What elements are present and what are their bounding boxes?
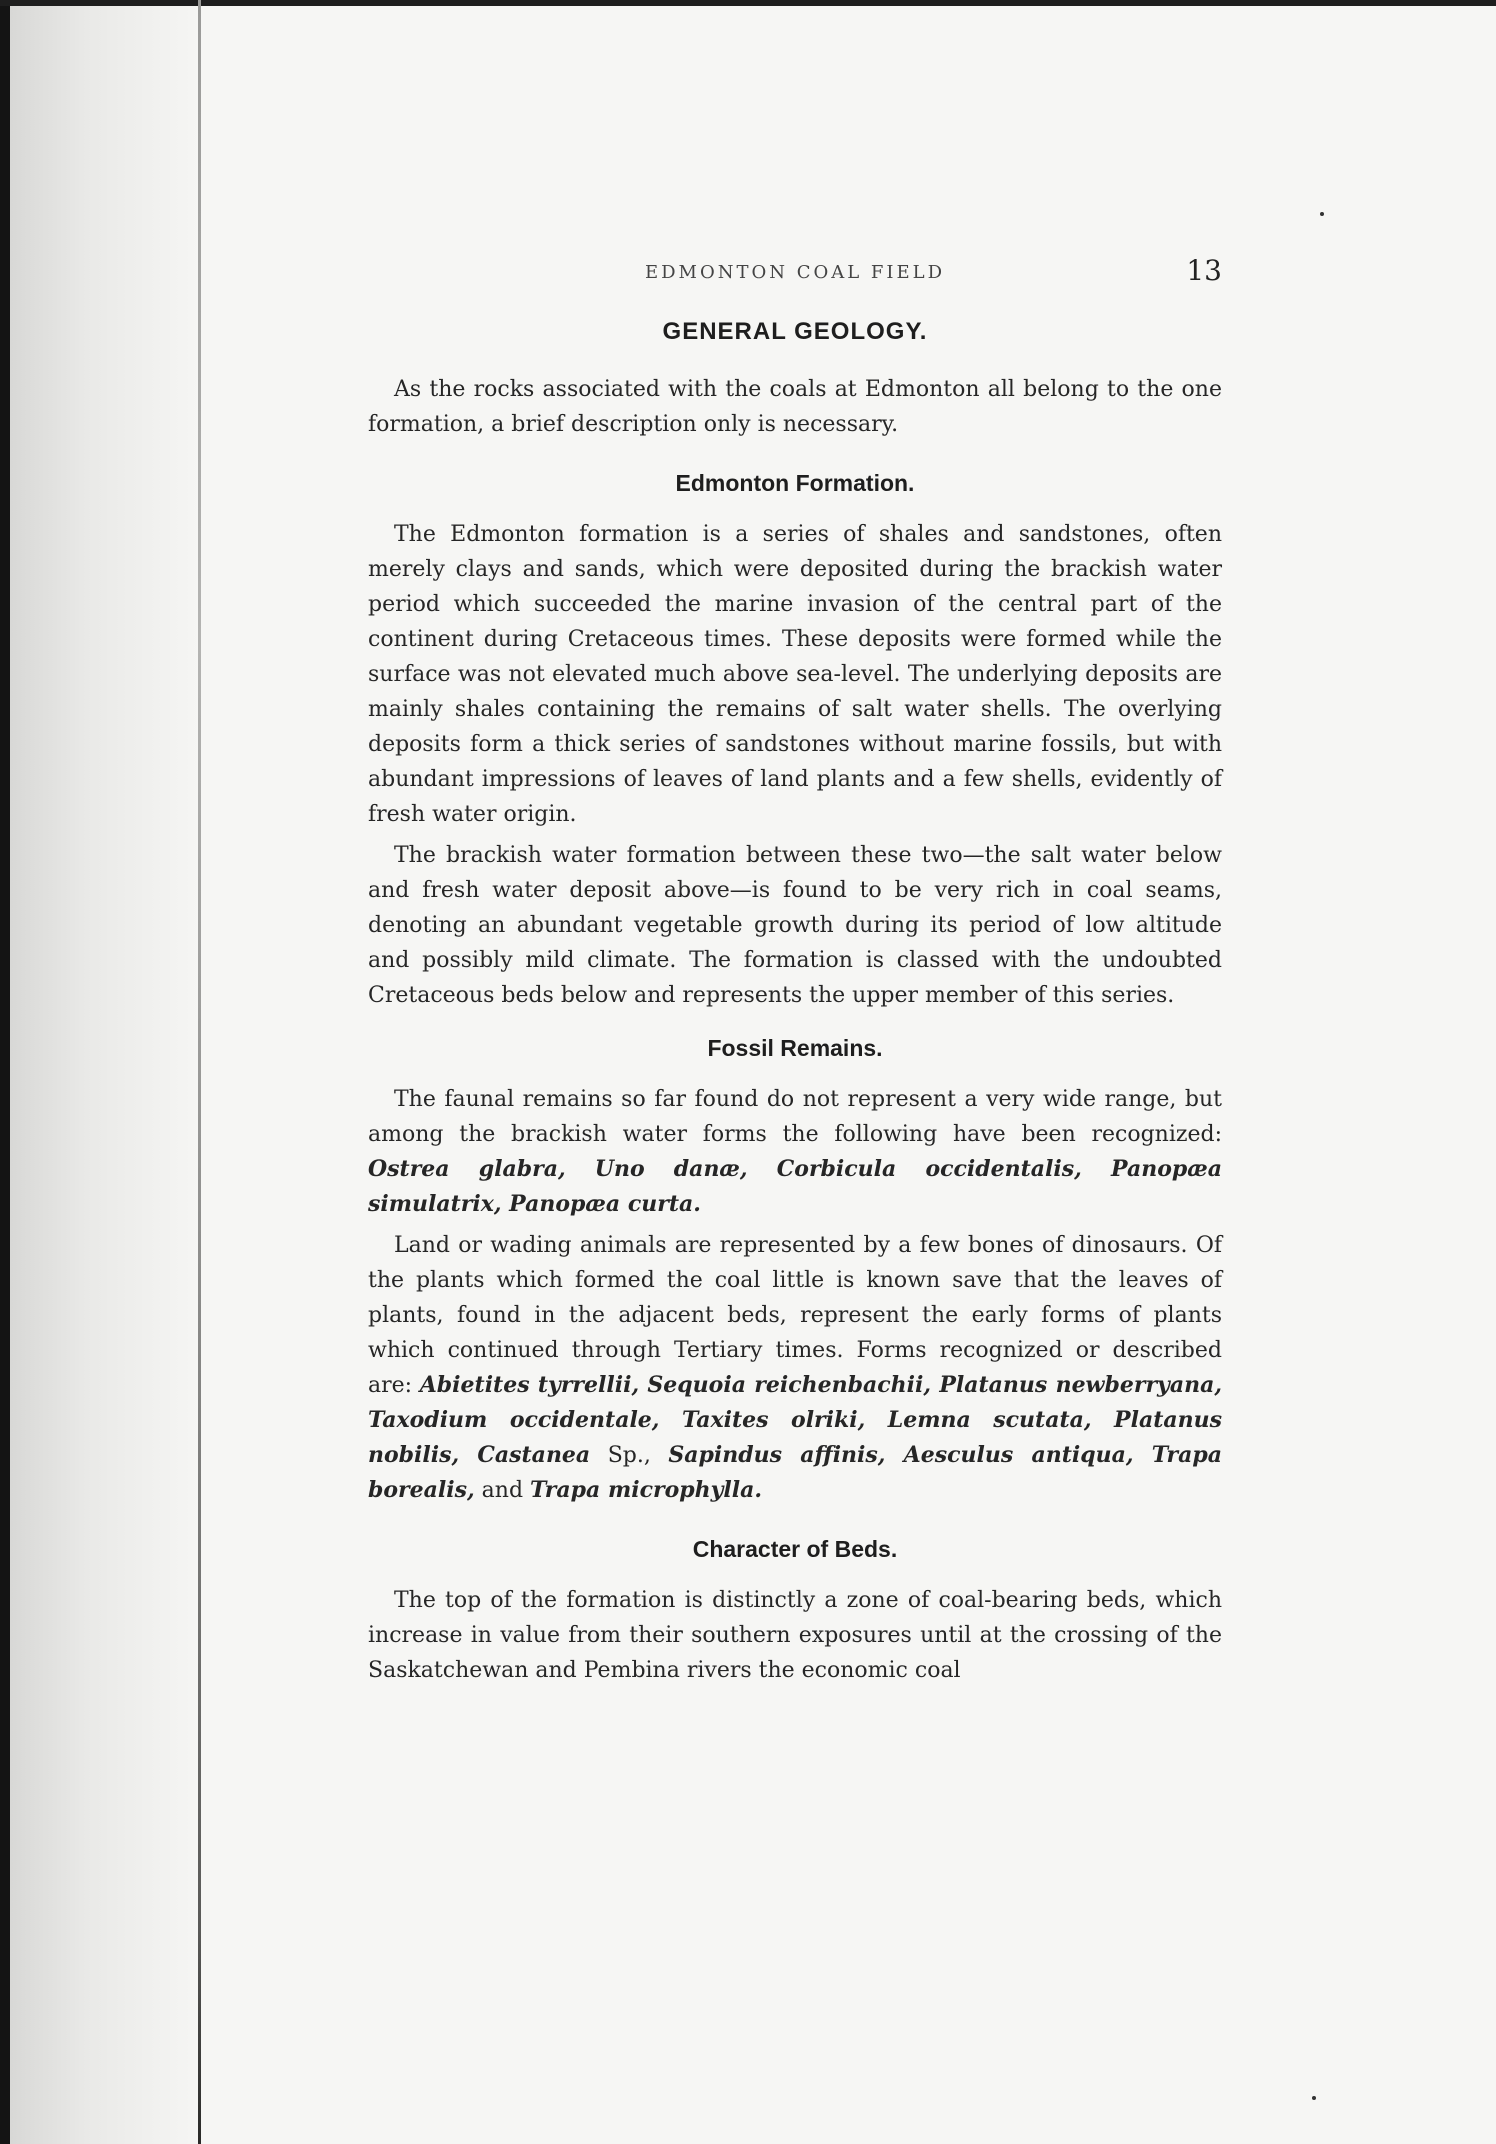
running-head: [368, 230, 1222, 290]
dust-speck: [1320, 212, 1324, 216]
page-gutter: [198, 0, 201, 2144]
species-list: Trapa microphylla.: [530, 1477, 763, 1503]
section-heading-general-geology: GENERAL GEOLOGY.: [662, 318, 928, 345]
paragraph-text: The faunal remains so far found do not represent a very wide range, but among the brackish water forms the following have been recognized:: [368, 1087, 1222, 1147]
paragraph: [368, 1228, 1222, 1508]
page-number: 13: [1186, 254, 1222, 287]
paragraph-text: Sp.,: [590, 1443, 669, 1468]
species-list: Abietites tyrrellii, Sequoia reichenbachii, Platanus newberryana, Taxodium occidentale, Taxites olriki, Lemna scutata, Platanus nobilis, Castanea: [368, 1372, 1223, 1468]
paragraph-text: and: [474, 1478, 531, 1503]
species-list: Sapindus affinis, Aesculus antiqua, Trapa borealis,: [368, 1442, 1222, 1503]
section-heading-character-of-beds: Character of Beds.: [692, 1536, 898, 1562]
paragraph: The brackish water formation between these two—the salt water below and fresh water deposit above—is found to be very rich in coal seams, denoting an abundant vegetable growth during its period of low altitude and possibly mild climate. The formation is classed with the undoubted Cretaceous beds below and represents the upper member of this series.: [368, 843, 1222, 1008]
species-list: Ostrea glabra, Uno danæ, Corbicula occidentalis, Panopæa simulatrix, Panopæa curta.: [368, 1156, 1222, 1217]
dust-speck: [1312, 2096, 1316, 2100]
paragraph-text: Land or wading animals are represented by a few bones of dinosaurs. Of the plants which formed the coal little is known save that the leaves of plants, found in the adjacent beds, represent the early forms of plants which continued through Tertiary times. Forms recognized or described are:: [368, 1233, 1222, 1398]
paragraph: As the rocks associated with the coals at Edmonton all belong to the one formation, a brief description only is necessary.: [368, 377, 1222, 437]
paragraph: [368, 1082, 1222, 1222]
section-heading-fossil-remains: Fossil Remains.: [707, 1035, 883, 1061]
running-title: EDMONTON COAL FIELD: [644, 262, 946, 283]
paragraph: The top of the formation is distinctly a zone of coal-bearing beds, which increase in value from their southern exposures until at the crossing of the Saskatchewan and Pembina rivers the economic coal: [368, 1588, 1222, 1683]
paragraph: The Edmonton formation is a series of shales and sandstones, often merely clays and sands, which were deposited during the brackish water period which succeeded the marine invasion of the central part of the continent during Cretaceous times. These deposits were formed while the surface was not elevated much above sea-level. The underlying deposits are mainly shales containing the remains of salt water shells. The overlying deposits form a thick series of sandstones without marine fossils, but with abundant impressions of leaves of land plants and a few shells, evidently of fresh water origin.: [368, 522, 1222, 827]
binding-shadow: [10, 0, 200, 2144]
section-heading-edmonton-formation: Edmonton Formation.: [675, 470, 915, 496]
scan-top-edge: [0, 0, 1496, 6]
book-page: [368, 230, 1222, 1688]
scan-left-edge: [0, 0, 10, 2144]
